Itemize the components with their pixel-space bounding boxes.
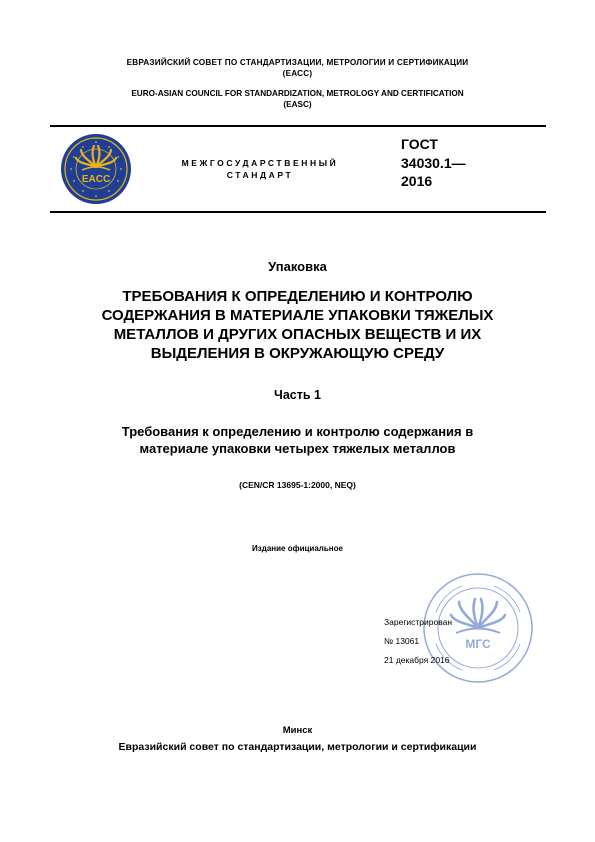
registration-date: 21 декабря 2016 xyxy=(384,655,450,665)
top-divider xyxy=(50,125,546,127)
publisher-name: Евразийский совет по стандартизации, метрологии и сертификации xyxy=(118,741,477,753)
logo-label: EACC xyxy=(81,174,111,185)
council-name-ru-line1: ЕВРАЗИЙСКИЙ СОВЕТ ПО СТАНДАРТИЗАЦИИ, МЕТРОЛОГИИ И СЕРТИФИКАЦИИ xyxy=(126,58,469,67)
gost-year: 2016 xyxy=(401,173,433,189)
council-name-en-line1: EURO-ASIAN COUNCIL FOR STANDARDIZATION, METROLOGY AND CERTIFICATION xyxy=(131,89,464,98)
standard-reference: (CEN/CR 13695-1:2000, NEQ) xyxy=(239,480,356,490)
council-name-ru xyxy=(0,57,595,79)
main-title-line2: СОДЕРЖАНИЯ В МАТЕРИАЛЕ УПАКОВКИ ТЯЖЕЛЫХ xyxy=(101,307,494,324)
council-name-ru-line2: (ЕАСС) xyxy=(282,69,313,78)
edition-label: Издание официальное xyxy=(252,544,343,553)
interstate-line2: СТАНДАРТ xyxy=(226,170,294,180)
main-title-line3: МЕТАЛЛОВ И ДРУГИХ ОПАСНЫХ ВЕЩЕСТВ И ИХ xyxy=(113,326,482,343)
main-title xyxy=(0,287,595,363)
gost-designation xyxy=(401,135,466,191)
part-label: Часть 1 xyxy=(274,388,321,402)
main-title-line4: ВЫДЕЛЕНИЯ В ОКРУЖАЮЩУЮ СРЕДУ xyxy=(150,345,445,362)
easc-logo-icon xyxy=(60,133,132,205)
interstate-standard-label xyxy=(160,157,360,181)
subtitle-line1: Требования к определению и контролю содержания в xyxy=(121,424,474,439)
gost-number: 34030.1— xyxy=(401,154,466,171)
subtitle xyxy=(0,424,595,457)
subtitle-line2: материале упаковки четырех тяжелых металлов xyxy=(139,440,456,456)
publication-city: Минск xyxy=(282,725,313,736)
registration-info xyxy=(384,613,452,670)
council-name-en xyxy=(0,88,595,110)
bottom-divider xyxy=(50,211,546,213)
gost-label: ГОСТ xyxy=(401,136,438,152)
registration-status: Зарегистрирован xyxy=(384,617,453,627)
registration-number: № 13061 xyxy=(384,636,420,646)
stamp-label: МГС xyxy=(465,637,491,651)
subject-heading: Упаковка xyxy=(268,259,327,274)
council-name-en-line2: (EASC) xyxy=(283,100,312,109)
main-title-line1: ТРЕБОВАНИЯ К ОПРЕДЕЛЕНИЮ И КОНТРОЛЮ xyxy=(122,288,473,305)
interstate-line1: МЕЖГОСУДАРСТВЕННЫЙ xyxy=(181,158,339,168)
